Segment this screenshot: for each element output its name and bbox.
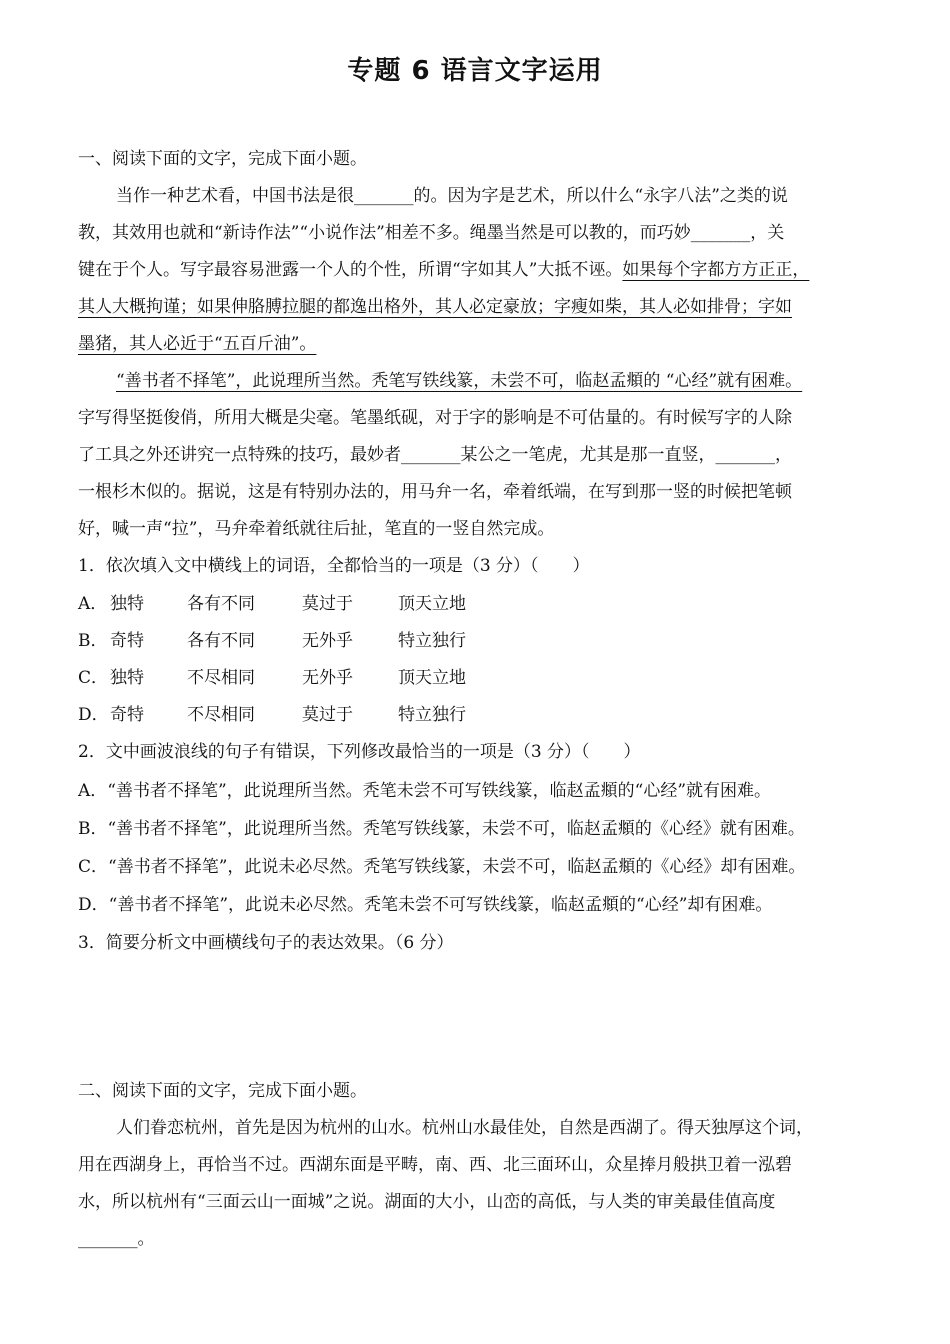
option-letter: A．	[78, 594, 108, 614]
passage2-line1: 人们眷恋杭州，首先是因为杭州的山水。杭州山水最佳处，自然是西湖了。得天独厚这个词，	[116, 1118, 813, 1138]
option-word-3: 莫过于	[302, 705, 353, 725]
passage1-para1-line1: 当作一种艺术看，中国书法是很_______的。因为字是艺术，所以什么“永字八法”之类的说	[116, 186, 788, 206]
passage1-para2-line2: 字写得坚挺俊俏，所用大概是尖毫。笔墨纸砚，对于字的影响是不可估量的。有时候写字的人除	[78, 408, 792, 428]
question1-stem: 1．依次填入文中横线上的词语，全都恰当的一项是（3 分）（ ）	[78, 556, 590, 576]
option-word-4: 顶天立地	[398, 594, 466, 614]
option-word-3: 无外乎	[302, 631, 353, 651]
option-word-2: 各有不同	[187, 631, 255, 651]
question2-option-c: C．“善书者不择笔”，此说未必尽然。秃笔写铁线篆，未尝不可，临赵孟頫的《心经》却有困难。	[78, 857, 806, 877]
option-word-3: 无外乎	[302, 668, 353, 688]
option-word-2: 不尽相同	[187, 705, 255, 725]
option-word-1: 独特	[110, 668, 144, 688]
option-letter: C．	[78, 668, 109, 688]
page-title: 专题 6 语言文字运用	[347, 56, 603, 86]
underlined-sentence-start: 如果每个字都方方正正，	[622, 260, 810, 280]
option-word-2: 不尽相同	[187, 668, 255, 688]
option-letter: B．	[78, 631, 108, 651]
option-letter: D．	[78, 705, 109, 725]
passage2-line2: 用在西湖身上，再恰当不过。西湖东面是平畴，南、西、北三面环山，众星捧月般拱卫着一泓碧	[78, 1155, 792, 1175]
passage1-para2-line3: 了工具之外还讲究一点特殊的技巧，最妙者_______某公之一笔虎，尤其是那一直竖，_______，	[78, 445, 792, 465]
option-word-2: 各有不同	[187, 594, 255, 614]
question3-stem: 3．简要分析文中画横线句子的表达效果。（6 分）	[78, 933, 454, 953]
passage1-para1-line3	[78, 259, 878, 281]
option-word-1: 独特	[110, 594, 144, 614]
option-word-3: 莫过于	[302, 594, 353, 614]
option-word-1: 奇特	[110, 631, 144, 651]
question2-option-b: B．“善书者不择笔”，此说理所当然。秃笔写铁线篆，未尝不可，临赵孟頫的《心经》就有困难。	[78, 819, 805, 839]
option-word-1: 奇特	[110, 705, 144, 725]
option-word-4: 特立独行	[398, 631, 466, 651]
question2-stem: 2．文中画波浪线的句子有错误，下列修改最恰当的一项是（3 分）（ ）	[78, 742, 641, 762]
passage1-para2-line4: 一根杉木似的。据说，这是有特别办法的，用马弁一名，牵着纸端，在写到那一竖的时候把笔顿	[78, 482, 792, 502]
passage2-line4: _______。	[78, 1229, 155, 1249]
passage1-para1-line2: 教，其效用也就和“新诗作法”“小说作法”相差不多。绳墨当然是可以教的，而巧妙_______，关	[78, 223, 785, 243]
underlined-sentence-end: 墨猪，其人必近于“五百斤油”。	[78, 334, 317, 354]
question2-option-a: A．“善书者不择笔”，此说理所当然。秃笔未尝不可写铁线篆，临赵孟頫的“心经”就有困难。	[78, 781, 772, 801]
option-word-4: 顶天立地	[398, 668, 466, 688]
wavy-line-sentence: “善书者不择笔”，此说理所当然。秃笔写铁线篆，未尝不可，临赵孟頫的 “心经”就有困难。	[116, 371, 803, 391]
question2-option-d: D．“善书者不择笔”，此说未必尽然。秃笔未尝不可写铁线篆，临赵孟頫的“心经”却有困难。	[78, 895, 773, 915]
section2-heading: 二、阅读下面的文字，完成下面小题。	[78, 1081, 367, 1101]
option-word-4: 特立独行	[398, 705, 466, 725]
section1-heading: 一、阅读下面的文字，完成下面小题。	[78, 149, 367, 169]
passage1-para2-line5: 好，喊一声“拉”，马弁牵着纸就往后扯，笔直的一竖自然完成。	[78, 519, 555, 539]
underlined-sentence-middle: 其人大概拘谨；如果伸胳膊拉腿的都逸出格外，其人必定豪放；字瘦如柴，其人必如排骨；字如	[78, 297, 792, 317]
passage1-para1-line3-text: 键在于个人。写字最容易泄露一个人的个性，所谓“字如其人”大抵不诬。	[78, 260, 623, 280]
passage2-line3: 水，所以杭州有“三面云山一面城”之说。湖面的大小，山峦的高低，与人类的审美最佳值高度	[78, 1192, 776, 1212]
